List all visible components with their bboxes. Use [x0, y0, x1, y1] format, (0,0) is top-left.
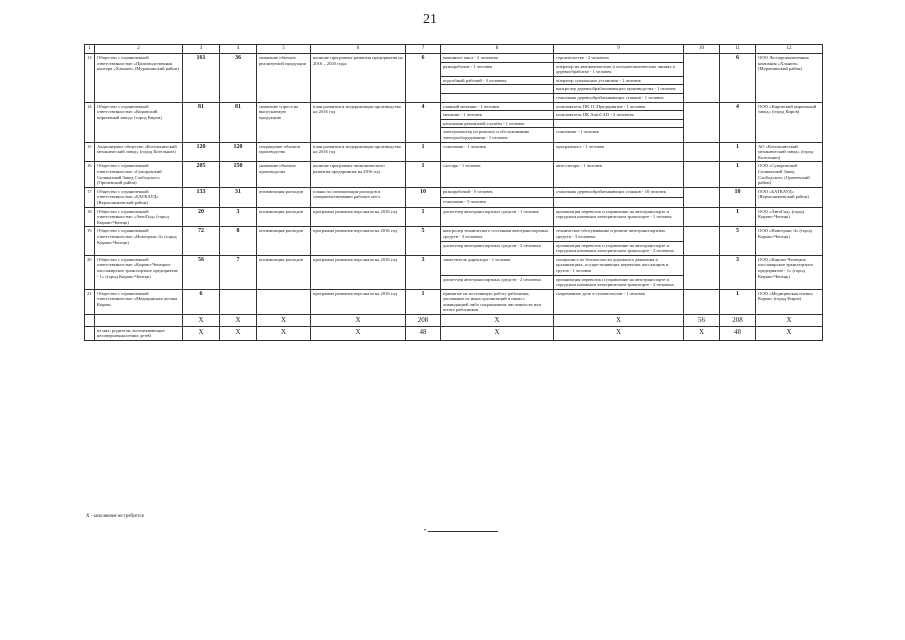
total-c9: X: [554, 315, 684, 327]
total-c7: 208: [406, 315, 441, 327]
subtotal-c9: X: [554, 326, 684, 340]
col11-value: 1: [720, 142, 756, 162]
training-program: станочник - 1 человек: [554, 128, 684, 142]
total-c4: X: [220, 315, 257, 327]
training-organization: АО «Котельничский механический завод» (город Котельнич): [756, 142, 823, 162]
trainee-count: 1: [406, 207, 441, 227]
subtotal-c12: X: [756, 326, 823, 340]
organization-name: Общество с ограниченной ответственностью «Медицинская оптика Киров»: [95, 289, 183, 314]
col11-value: 1: [720, 162, 756, 187]
position: машинист мкса - 2 человека: [441, 54, 554, 63]
training-program: организация перевозок и управление на автотранспорте и городском наземном электрическом транспорте - 2 человека: [554, 275, 684, 289]
table-row: [85, 162, 823, 187]
affected-count: 120: [220, 142, 257, 162]
col11-value: 5: [720, 227, 756, 255]
row-number: 20: [85, 255, 95, 289]
total-c5: X: [257, 315, 311, 327]
col11-value: 4: [720, 102, 756, 142]
affected-count: 7: [220, 255, 257, 289]
row-number: 21: [85, 289, 95, 314]
total-row: [85, 315, 823, 327]
position: [441, 85, 554, 94]
program: наличие программы развития предприятия на 2016 – 2020 годы: [311, 54, 406, 103]
col10-value: [684, 142, 720, 162]
training-organization: ООО «Кирово-Чепецкое пассажирское транспортное предприятие - 1» (город Кирово-Чепецк): [756, 255, 823, 289]
position: диспетчер автотранспортных средств - 1 человек: [441, 207, 554, 227]
affected-count: 81: [220, 102, 257, 142]
table-row: [85, 207, 823, 227]
position: контролер технического состояния автотранспортных средств - 3 человека: [441, 227, 554, 241]
column-number: 8: [441, 45, 554, 54]
trainee-count: 10: [406, 187, 441, 207]
col11-value: 1: [720, 207, 756, 227]
position: начальник ремонтной службы - 1 человек: [441, 119, 554, 128]
position: разнорабочие - 1 человек: [441, 62, 554, 76]
total-c10: 56: [684, 315, 720, 327]
position: подсобный рабочий - 3 человека: [441, 76, 554, 85]
col10-value: [684, 102, 720, 142]
employee-count: 120: [183, 142, 220, 162]
affected-count: 3: [220, 207, 257, 227]
reason: оптимизация расходов: [257, 207, 311, 227]
reason: сокращение объемов производства: [257, 142, 311, 162]
position: слесарь - 1 человек: [441, 162, 554, 187]
table-row: [85, 102, 823, 111]
trainee-count: 3: [406, 255, 441, 289]
table-row: [85, 255, 823, 275]
column-number: 11: [720, 45, 756, 54]
employee-count: 20: [183, 207, 220, 227]
subtotal-c10: X: [684, 326, 720, 340]
training-organization: ООО «Новотранс-4» (город Кирово-Чепецк): [756, 227, 823, 255]
blank-cell: [85, 315, 95, 327]
organization-name: Общество с ограниченной ответственностью «Новотранс-4» (город Кирово-Чепецк): [95, 227, 183, 255]
trainee-count: 1: [406, 289, 441, 314]
table-row: [85, 289, 823, 314]
trainee-count: 4: [406, 102, 441, 142]
reason: снижение объемов реализуемой продукции: [257, 54, 311, 103]
column-number: 9: [554, 45, 684, 54]
table-row: [85, 54, 823, 63]
bullet-mark: •: [424, 528, 427, 534]
column-number: 3: [183, 45, 220, 54]
column-number: 6: [311, 45, 406, 54]
employee-count: 81: [183, 102, 220, 142]
employee-count: 6: [183, 289, 220, 314]
position: станочник - 1 человек: [441, 142, 554, 162]
program: план развития и модернизации производства на 2016 год: [311, 142, 406, 162]
column-number: 12: [756, 45, 823, 54]
program: наличие программы экономического развития предприятия на 2016 год: [311, 162, 406, 187]
trainee-count: 6: [406, 54, 441, 103]
training-program: контролер деревообрабатывающего производства - 1 человек: [554, 85, 684, 94]
trainee-count: 1: [406, 142, 441, 162]
training-organization: ООО «Медицинская оптика Киров» (город Киров): [756, 289, 823, 314]
row-number: 16: [85, 162, 95, 187]
organization-name: Общество с ограниченной ответственностью «Кировский кирпичный завод» (город Киров): [95, 102, 183, 142]
col10-value: [684, 162, 720, 187]
col11-value: 3: [720, 255, 756, 289]
training-program: станочник деревообрабатывающих станков - 10 человек: [554, 187, 684, 197]
position: станочник - 5 человек: [441, 197, 554, 207]
footnote: X - заполнение не требуется: [86, 514, 144, 519]
program: программа развития персонала на 2016 год: [311, 227, 406, 255]
training-program: организация перевозок и управление на автотранспорте и городском наземном электрическом транспорте - 1 человек: [554, 207, 684, 227]
col11-value: 1: [720, 289, 756, 314]
program: программа развития персонала на 2016 год: [311, 207, 406, 227]
col10-value: [684, 255, 720, 289]
page-number: 21: [423, 12, 437, 27]
organization-name: Общество с ограниченной ответственностью «БАТКАУД» (Верхошижемский район): [95, 187, 183, 207]
trainee-count: 5: [406, 227, 441, 255]
column-number-row: [85, 45, 823, 54]
training-organization: ООО «Кировский кирпичный завод» (город Киров): [756, 102, 823, 142]
position: электромонтер по ремонту и обслуживанию электрооборудования - 1 человек: [441, 128, 554, 142]
training-organization: ООО Лесопромышленная компания «Хлынов» (Мурашинский район): [756, 54, 823, 103]
column-number: 10: [684, 45, 720, 54]
organization-name: Общество с ограниченной ответственностью «Суворовский Силикатный Завод Слободское» (Оричевский район): [95, 162, 183, 187]
column-number: 5: [257, 45, 311, 54]
reason: оптимизация расходов: [257, 227, 311, 255]
organization-name: Общество с ограниченной ответственностью «Кирово-Чепецкое пассажирское транспортное предприятие - 1» (город Кирово-Чепецк): [95, 255, 183, 289]
subtotal-c5: X: [257, 326, 311, 340]
position: принятые на постоянную работу работники, уволенные из иных организаций в связи с ликвидацией либо сокращением численности или штата работников: [441, 289, 554, 314]
training-program: специалист по безопасности дорожного движения в организациях, осуществляющих перевозки пассажиров и грузов - 1 человек: [554, 255, 684, 275]
reason: снижение объемов производства: [257, 162, 311, 187]
row-number: 17: [85, 187, 95, 207]
total-c8: X: [441, 315, 554, 327]
organization-name: Акционерное общество «Котельничский механический завод» (город Котельнич): [95, 142, 183, 162]
affected-count: 150: [220, 162, 257, 187]
organization-name: Общество с ограниченной ответственностью «Производственная контора «Хлынов» (Мурашинский район): [95, 54, 183, 103]
total-c11: 208: [720, 315, 756, 327]
training-program: автослесарь - 1 человек: [554, 162, 684, 187]
blank-cell: [85, 326, 95, 340]
training-organization: ООО «АвтоГид» (город Кирово-Чепецк): [756, 207, 823, 227]
position: главный механик - 1 человек: [441, 102, 554, 111]
blank-cell: [95, 315, 183, 327]
affected-count: 36: [220, 54, 257, 103]
row-number: 18: [85, 207, 95, 227]
training-program: современное дело в стоматологии - 1 человек: [554, 289, 684, 314]
column-number: 1: [85, 45, 95, 54]
col10-value: [684, 207, 720, 227]
col10-value: [684, 227, 720, 255]
training-organization: ООО «Суворовский Силикатный Завод Слободское» (Оричевский район): [756, 162, 823, 187]
training-program: пользователь ПК AutoCAD - 2 человека: [554, 111, 684, 120]
employee-count: 56: [183, 255, 220, 289]
subtotal-c6: X: [311, 326, 406, 340]
employee-count: 205: [183, 162, 220, 187]
col10-value: [684, 289, 720, 314]
training-program: станочник деревообрабатывающих станков - 1 человек: [554, 94, 684, 103]
reason: снижение спроса на выпускаемую продукцию: [257, 102, 311, 142]
total-c3: X: [183, 315, 220, 327]
training-program: [554, 197, 684, 207]
column-number: 4: [220, 45, 257, 54]
position: заместитель директора - 1 человек: [441, 255, 554, 275]
training-organization: ООО «БАТКАУД» (Верхошижемский район): [756, 187, 823, 207]
subtotal-label: из них: родители, воспитывающие несовершеннолетних детей: [95, 326, 183, 340]
training-program: [554, 119, 684, 128]
training-program: организация перевозок и управление на автотранспорте и городском наземном электрическом транспорте - 2 человека: [554, 241, 684, 255]
employee-count: 72: [183, 227, 220, 255]
training-program: оператор на автоматических и полуавтоматических линиях в деревообработке - 1 человек: [554, 62, 684, 76]
col11-value: 10: [720, 187, 756, 207]
row-number: 13: [85, 54, 95, 103]
training-program: оператор сушильных установок - 1 человек: [554, 76, 684, 85]
subtotal-c4: X: [220, 326, 257, 340]
total-c6: X: [311, 315, 406, 327]
program: планы по оптимизации расходов и совершенствованию рабочих мест: [311, 187, 406, 207]
col10-value: [684, 54, 720, 103]
row-number: 14: [85, 102, 95, 142]
subtotal-c11: 48: [720, 326, 756, 340]
subtotal-row: [85, 326, 823, 340]
column-number: 2: [95, 45, 183, 54]
table-row: [85, 227, 823, 241]
row-number: 19: [85, 227, 95, 255]
row-number: 15: [85, 142, 95, 162]
employee-count: 133: [183, 187, 220, 207]
employee-count: 161: [183, 54, 220, 103]
position: диспетчер автотранспортных средств - 2 человека: [441, 275, 554, 289]
col11-value: 6: [720, 54, 756, 103]
col10-value: [684, 187, 720, 207]
training-program: программист - 1 человек: [554, 142, 684, 162]
subtotal-c3: X: [183, 326, 220, 340]
table-row: [85, 142, 823, 162]
total-c12: X: [756, 315, 823, 327]
retraining-table: [84, 44, 823, 341]
program: план развития и модернизации производства на 2016 год: [311, 102, 406, 142]
position: разнорабочий - 5 человек: [441, 187, 554, 197]
position: диспетчер автотранспортных средств - 2 человека: [441, 241, 554, 255]
affected-count: 31: [220, 187, 257, 207]
position: механик - 1 человек: [441, 111, 554, 120]
training-program: строительство - 2 человека: [554, 54, 684, 63]
position: [441, 94, 554, 103]
affected-count: 8: [220, 227, 257, 255]
reason: оптимизация расходов: [257, 255, 311, 289]
program: программа развития персонала на 2016 год: [311, 289, 406, 314]
subtotal-c8: X: [441, 326, 554, 340]
reason: оптимизация расходов: [257, 187, 311, 207]
affected-count: [220, 289, 257, 314]
program: программа развития персонала на 2016 год: [311, 255, 406, 289]
training-program: техническое обслуживание и ремонт автотранспортных средств - 3 человека: [554, 227, 684, 241]
training-program: пользователь ПК 1С:Предприятие - 1 человек: [554, 102, 684, 111]
reason: [257, 289, 311, 314]
table-row: [85, 187, 823, 197]
column-number: 7: [406, 45, 441, 54]
signature-line: [428, 531, 498, 532]
trainee-count: 1: [406, 162, 441, 187]
organization-name: Общество с ограниченной ответственностью «АвтоГид» (город Кирово-Чепецк): [95, 207, 183, 227]
subtotal-c7: 48: [406, 326, 441, 340]
